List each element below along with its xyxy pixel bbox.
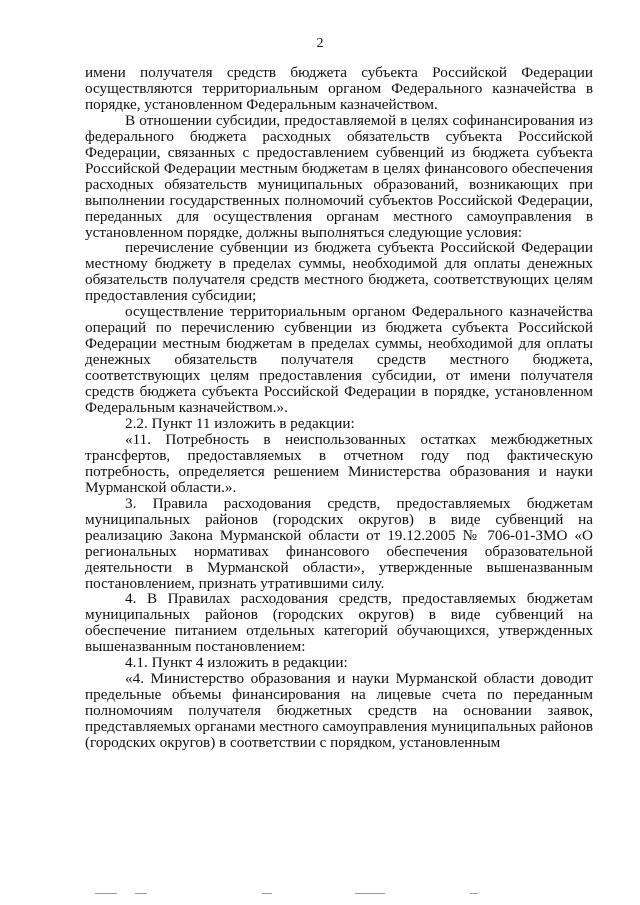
paragraph-item-4: 4. В Правилах расходования средств, предоставляемых бюджетам муниципальных районов (городских округов) в виде субвенций на обеспечение питанием отдельных категорий обучающихся, утвержденных вышеназванным постановлением:	[85, 590, 593, 656]
page-footer-marks	[0, 887, 640, 901]
paragraph-point-4: «4. Министерство образования и науки Мурманской области доводит предельные объемы финансирования на лицевые счета по переданным полномочиям получателя бюджетных средств на основании заявок, представляемых органами местного самоуправления муниципальных районов (городских округов) в соответствии с порядком, установленным	[85, 670, 593, 752]
paragraph-condition-treasury: осуществление территориальным органом Федерального казначейства операций по перечислению субвенции из бюджета субъекта Российской Федерации местным бюджетам в пределах суммы, необходимой для оплаты денежных обязательств получателя средств местного бюджета, соответствующих целям предоставления субсидии, от имени получателя средств бюджета субъекта Российской Федерации в порядке, установленном Федеральным казначейством.».	[85, 303, 593, 417]
footer-mark	[355, 893, 385, 894]
paragraph-item-2-2: 2.2. Пункт 11 изложить в редакции:	[125, 414, 355, 432]
footer-mark	[262, 893, 272, 894]
footer-mark	[470, 893, 478, 894]
paragraph-item-4-1: 4.1. Пункт 4 изложить в редакции:	[125, 654, 348, 672]
paragraph-point-11: «11. Потребность в неиспользованных остатках межбюджетных трансфертов, предоставляемых в отчетном году под фактическую потребность, определяется решением Министерства образования и науки Мурманской области.».	[85, 430, 593, 496]
footer-mark	[95, 893, 117, 894]
page-number: 2	[316, 36, 324, 51]
paragraph-condition-transfer: перечисление субвенции из бюджета субъекта Российской Федерации местному бюджету в пределах суммы, необходимой для оплаты денежных обязательств получателя средств местного бюджета, соответствующих целям предоставления субсидии;	[85, 239, 593, 305]
footer-mark	[135, 893, 147, 894]
paragraph-continuation: имени получателя средств бюджета субъекта Российской Федерации осуществляются территориальным органом Федерального казначейства в порядке, установленном Федеральным казначейством.	[85, 64, 593, 113]
paragraph-subsidy-conditions: В отношении субсидии, предоставляемой в целях софинансирования из федерального бюджета расходных обязательств субъекта Российской Федерации, связанных с предоставлением субвенций из бюджета субъекта Российской Федерации местным бюджетам в целях финансового обеспечения расходных обязательств муниципальных образований, возникающих при выполнении государственных полномочий субъектов Российской Федерации, переданных для осуществления органам местного самоуправления в установленном порядке, должны выполняться следующие условия:	[85, 111, 593, 241]
paragraph-item-3: 3. Правила расходования средств, предоставляемых бюджетам муниципальных районов (городских округов) в виде субвенций на реализацию Закона Мурманской области от 19.12.2005 № 706-01-ЗМО «О региональных нормативах финансового обеспечения образовательной деятельности в Мурманской области», утвержденные вышеназванным постановлением, признать утратившими силу.	[85, 494, 593, 592]
document-body	[85, 65, 593, 751]
